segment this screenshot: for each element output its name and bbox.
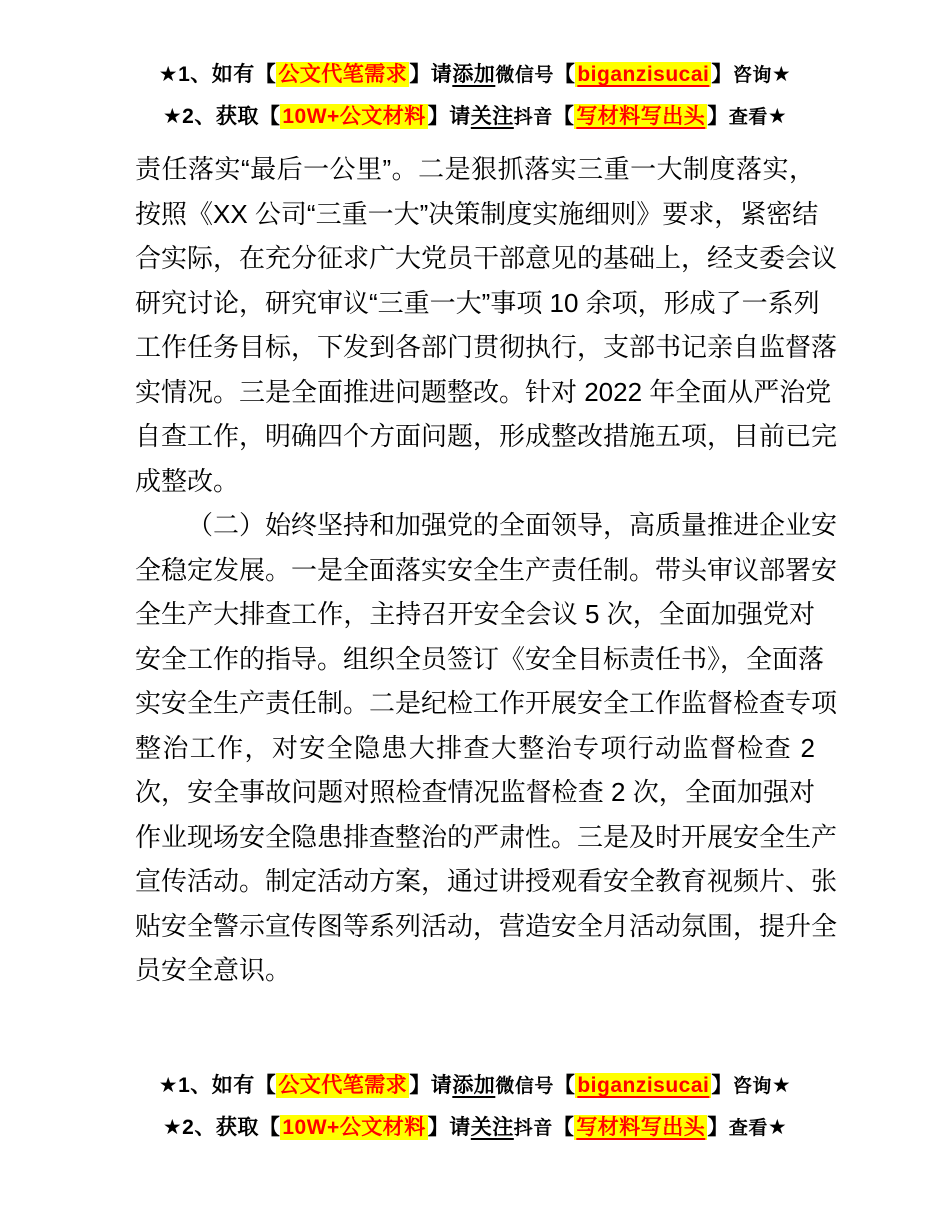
- notice-highlight-underline-text: biganzisucai: [577, 63, 710, 86]
- notice-text: ★2、获取【: [162, 105, 281, 128]
- notice-highlight-underline-text: biganzisucai: [577, 1074, 710, 1097]
- notice-text: ★1、如有【: [158, 63, 277, 86]
- doc-paragraph-2-line-7: 次，安全事故问题对照检查情况监督检查 2 次，全面加强对: [135, 777, 815, 807]
- notice-text: 】请: [409, 1074, 453, 1097]
- doc-paragraph-1-line-1: 责任落实“最后一公里”。二是狠抓落实三重一大制度落实，: [135, 154, 815, 184]
- notice-text: 咨询: [732, 65, 772, 86]
- notice-text: ★: [767, 105, 788, 128]
- notice-underline-text: 添加: [452, 63, 496, 86]
- doc-paragraph-2-line-4: 安全工作的指导。组织全员签订《安全目标责任书》，全面落: [135, 643, 825, 674]
- notice-text: 】: [707, 105, 729, 128]
- notice-text: 查看: [728, 107, 768, 128]
- doc-paragraph-2-line-2: 全稳定发展。一是全面落实安全生产责任制。带头审议部署安: [135, 554, 838, 585]
- notice-text: 微信号: [495, 65, 554, 86]
- notice-line-1: [0, 62, 950, 89]
- doc-paragraph-1-line-8: 成整改。: [135, 465, 240, 496]
- doc-paragraph-1-line-4: 研究讨论，研究审议“三重一大”事项 10 余项，形成了一系列: [135, 287, 820, 318]
- notice-text: 微信号: [495, 1076, 554, 1097]
- notice-text: 【: [552, 105, 575, 128]
- document-body: [135, 147, 838, 993]
- notice-line-2: [0, 1115, 950, 1142]
- notice-text: 【: [552, 1116, 575, 1139]
- doc-paragraph-1-line-2: 按照《XX 公司“三重一大”决策制度实施细则》要求，紧密结: [135, 198, 819, 229]
- notice-underline-text: 添加: [452, 1074, 496, 1097]
- notice-line-1: [0, 1073, 950, 1100]
- notice-highlight-underline-text: 写材料写出头: [576, 1116, 706, 1139]
- doc-paragraph-1-line-7: 自查工作，明确四个方面问题，形成整改措施五项，目前已完: [135, 421, 838, 451]
- notice-text: ★: [771, 1074, 792, 1097]
- notice-highlight-text: 10W+公文材料: [282, 1116, 426, 1139]
- notice-highlight-text: 公文代笔需求: [278, 1074, 408, 1097]
- doc-paragraph-2-line-6: 整治工作，对安全隐患大排查大整治专项行动监督检查 2: [135, 732, 815, 763]
- doc-paragraph-1-line-3: 合实际，在充分征求广大党员干部意见的基础上，经支委会议: [135, 243, 838, 273]
- doc-paragraph-1-line-5: 工作任务目标，下发到各部门贯彻执行，支部书记亲自监督落: [135, 332, 838, 362]
- notice-text: 】: [711, 63, 733, 86]
- doc-paragraph-2-line-5: 实安全生产责任制。二是纪检工作开展安全工作监督检查专项: [135, 688, 838, 718]
- notice-text: 咨询: [732, 1076, 772, 1097]
- notice-underline-text: 关注: [470, 105, 514, 128]
- doc-paragraph-1-line-6: 实情况。三是全面推进问题整改。针对 2022 年全面从严治党: [135, 376, 832, 407]
- notice-text: 查看: [728, 1118, 768, 1139]
- doc-paragraph-2-line-9: 宣传活动。制定活动方案，通过讲授观看安全教育视频片、张: [135, 866, 838, 896]
- notice-highlight-underline-text: 写材料写出头: [576, 105, 706, 128]
- notice-text: ★: [767, 1116, 788, 1139]
- notice-text: 】请: [427, 105, 471, 128]
- notice-text: ★2、获取【: [162, 1116, 281, 1139]
- doc-paragraph-2-line-3: 全生产大排查工作，主持召开安全会议 5 次，全面加强党对: [135, 599, 815, 629]
- doc-paragraph-2-line-1: （二）始终坚持和加强党的全面领导，高质量推进企业安: [187, 510, 838, 540]
- notice-text: ★1、如有【: [158, 1074, 277, 1097]
- header-promo-notice: [0, 62, 950, 146]
- notice-highlight-text: 10W+公文材料: [282, 105, 426, 128]
- footer-promo-notice: [0, 1073, 950, 1157]
- notice-underline-text: 关注: [470, 1116, 514, 1139]
- notice-text: 抖音: [513, 107, 553, 128]
- doc-paragraph-2-line-11: 员安全意识。: [135, 955, 292, 985]
- notice-text: 抖音: [513, 1118, 553, 1139]
- notice-text: ★: [771, 63, 792, 86]
- notice-text: 】请: [409, 63, 453, 86]
- doc-paragraph-2-line-10: 贴安全警示宣传图等系列活动，营造安全月活动氛围，提升全: [135, 910, 838, 941]
- notice-text: 】: [711, 1074, 733, 1097]
- notice-line-2: [0, 104, 950, 131]
- notice-text: 】请: [427, 1116, 471, 1139]
- notice-highlight-text: 公文代笔需求: [278, 63, 408, 86]
- notice-text: 【: [553, 63, 576, 86]
- notice-text: 】: [707, 1116, 729, 1139]
- doc-paragraph-2-line-8: 作业现场安全隐患排查整治的严肃性。三是及时开展安全生产: [135, 821, 838, 852]
- notice-text: 【: [553, 1074, 576, 1097]
